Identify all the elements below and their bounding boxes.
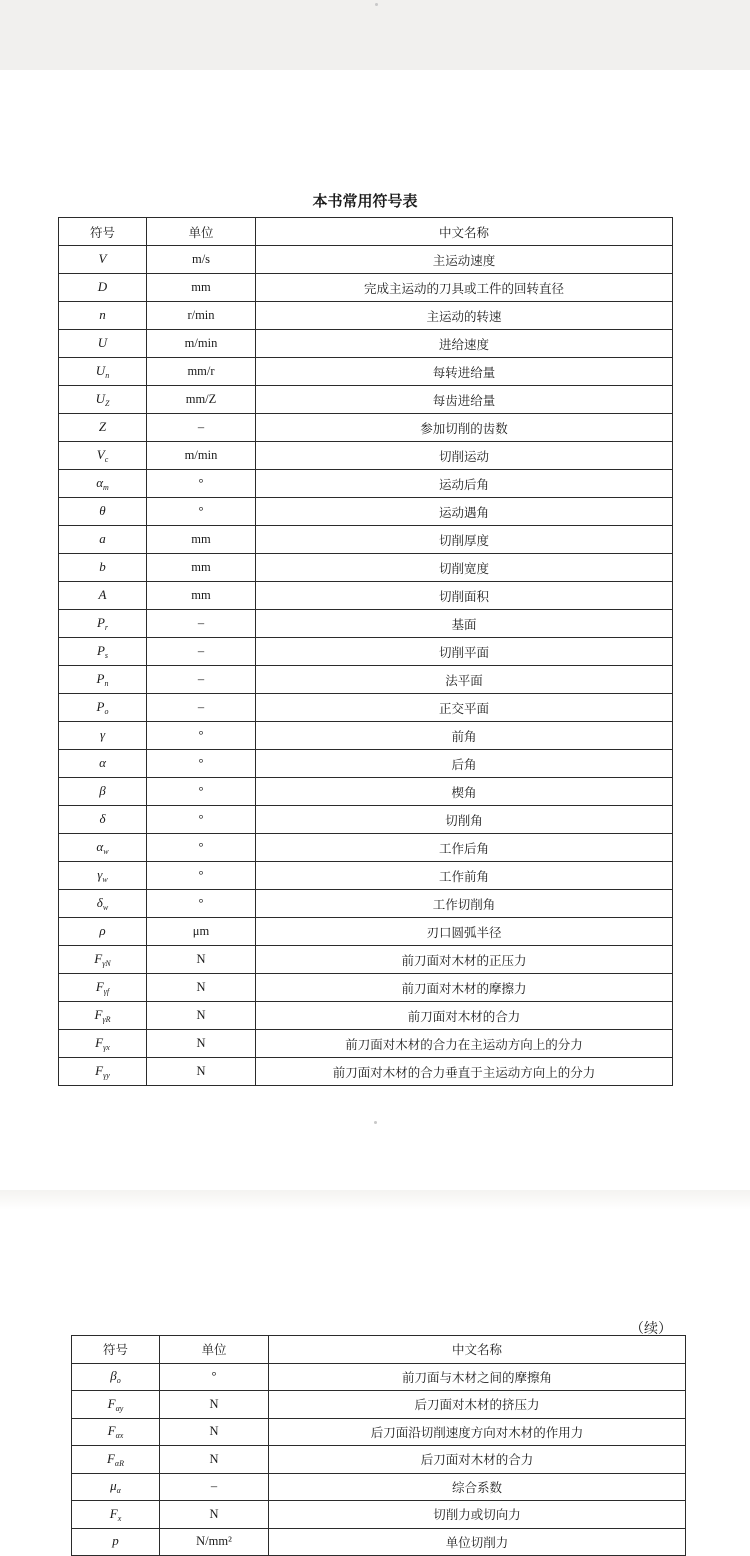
symbol-subscript: αy (115, 1403, 124, 1413)
header-unit: 单位 (147, 218, 256, 246)
table-row (72, 1528, 686, 1556)
table-row (59, 414, 673, 442)
unit-cell: N (147, 946, 256, 974)
symbol-cell (59, 1030, 147, 1058)
symbol-text: P (96, 671, 105, 686)
name-cell: 综合系数 (269, 1473, 686, 1501)
unit-cell: r/min (147, 302, 256, 330)
name-cell: 主运动的转速 (256, 302, 673, 330)
symbol-text: n (99, 307, 106, 322)
header-symbol: 符号 (72, 1336, 160, 1364)
table-row (59, 974, 673, 1002)
symbol-cell (59, 722, 147, 750)
symbol-subscript: Z (104, 399, 110, 408)
table-row (59, 750, 673, 778)
symbol-cell (59, 834, 147, 862)
symbol-subscript: w (103, 847, 109, 856)
symbol-text: F (109, 1505, 118, 1521)
symbol-cell (72, 1501, 160, 1529)
symbol-text: U (95, 363, 106, 378)
table-row (59, 778, 673, 806)
unit-cell: ° (147, 722, 256, 750)
name-cell: 后刀面对木材的挤压力 (269, 1391, 686, 1419)
symbol-subscript: x (117, 1513, 122, 1523)
symbol-text: γ (99, 727, 106, 742)
page-divider (0, 1190, 750, 1210)
unit-cell: mm (147, 582, 256, 610)
table-row (59, 806, 673, 834)
symbol-text: b (99, 559, 106, 574)
unit-cell: – (147, 610, 256, 638)
name-cell: 后刀面沿切削速度方向对木材的作用力 (269, 1418, 686, 1446)
table-row (59, 1058, 673, 1086)
symbol-cell (72, 1363, 160, 1391)
symbol-text: F (107, 1395, 116, 1411)
symbol-cell (59, 638, 147, 666)
table-row (72, 1391, 686, 1419)
symbol-text: α (96, 475, 104, 490)
symbol-cell (59, 386, 147, 414)
unit-cell: ° (147, 834, 256, 862)
name-cell: 工作前角 (256, 862, 673, 890)
continued-label: （续） (630, 1322, 672, 1337)
name-cell: 主运动速度 (256, 246, 673, 274)
symbol-text: P (96, 615, 105, 630)
unit-cell: ° (147, 890, 256, 918)
symbol-cell (59, 358, 147, 386)
symbol-subscript: γx (103, 1043, 110, 1052)
symbol-text: γ (97, 867, 103, 882)
unit-cell: – (147, 694, 256, 722)
symbol-cell (59, 610, 147, 638)
table-row (59, 666, 673, 694)
symbol-cell (59, 526, 147, 554)
symbol-text: F (106, 1450, 115, 1466)
name-cell: 前刀面对木材的合力在主运动方向上的分力 (256, 1030, 673, 1058)
unit-cell: mm (147, 526, 256, 554)
table-row (59, 330, 673, 358)
symbol-cell (72, 1418, 160, 1446)
unit-cell: ° (147, 498, 256, 526)
name-cell: 每齿进给量 (256, 386, 673, 414)
symbol-text: F (95, 1035, 104, 1050)
symbol-subscript: α (116, 1486, 121, 1496)
table-row (59, 722, 673, 750)
page-title: 本书常用符号表 (312, 192, 418, 210)
symbol-text: P (96, 699, 105, 714)
table-row (59, 498, 673, 526)
name-cell: 运动遇角 (256, 498, 673, 526)
unit-cell: N (147, 1002, 256, 1030)
unit-cell: m/min (147, 442, 256, 470)
symbol-cell (59, 414, 147, 442)
header-symbol: 符号 (59, 218, 147, 246)
name-cell: 运动后角 (256, 470, 673, 498)
name-cell: 正交平面 (256, 694, 673, 722)
table-row (59, 526, 673, 554)
name-cell: 进给速度 (256, 330, 673, 358)
table-row (59, 302, 673, 330)
symbol-text: p (112, 1533, 119, 1549)
name-cell: 切削平面 (256, 638, 673, 666)
name-cell: 切削厚度 (256, 526, 673, 554)
symbol-text: β (99, 783, 106, 798)
symbol-subscript: s (104, 651, 109, 660)
symbol-cell (59, 1002, 147, 1030)
name-cell: 前刀面对木材的合力垂直于主运动方向上的分力 (256, 1058, 673, 1086)
unit-cell: ° (147, 862, 256, 890)
symbol-subscript: γf (103, 987, 110, 996)
unit-cell: ° (160, 1363, 269, 1391)
symbol-text: V (98, 251, 107, 266)
symbol-text: F (94, 951, 103, 966)
symbol-cell (59, 750, 147, 778)
symbol-subscript: o (116, 1376, 121, 1386)
unit-cell: N (147, 974, 256, 1002)
unit-cell: N (160, 1391, 269, 1419)
symbol-cell (59, 246, 147, 274)
unit-cell: – (160, 1473, 269, 1501)
unit-cell: μm (147, 918, 256, 946)
name-cell: 每转进给量 (256, 358, 673, 386)
symbol-cell (59, 470, 147, 498)
name-cell: 参加切削的齿数 (256, 414, 673, 442)
table-row (59, 246, 673, 274)
table-row (59, 610, 673, 638)
symbol-text: P (96, 643, 105, 658)
symbol-cell (59, 554, 147, 582)
symbol-text: F (94, 1007, 103, 1022)
table-row (59, 1030, 673, 1058)
table-row (59, 582, 673, 610)
symbol-cell (59, 1058, 147, 1086)
unit-cell: N (147, 1058, 256, 1086)
symbol-text: δ (99, 811, 106, 826)
symbol-cell (59, 582, 147, 610)
name-cell: 法平面 (256, 666, 673, 694)
unit-cell: m/min (147, 330, 256, 358)
header-unit: 单位 (160, 1336, 269, 1364)
symbol-subscript: n (105, 371, 110, 380)
unit-cell: N/mm² (160, 1528, 269, 1556)
symbol-subscript: n (104, 679, 109, 688)
table-row (72, 1446, 686, 1474)
symbol-subscript: αR (114, 1458, 125, 1468)
name-cell: 单位切削力 (269, 1528, 686, 1556)
symbol-subscript: γN (102, 959, 111, 968)
name-cell: 切削角 (256, 806, 673, 834)
unit-cell: N (160, 1446, 269, 1474)
unit-cell: mm/r (147, 358, 256, 386)
symbol-subscript: r (104, 623, 109, 632)
symbol-text: β (110, 1368, 117, 1384)
symbol-cell (59, 862, 147, 890)
name-cell: 前刀面对木材的摩擦力 (256, 974, 673, 1002)
symbol-cell (59, 442, 147, 470)
symbol-cell (72, 1446, 160, 1474)
symbol-cell (59, 778, 147, 806)
symbol-cell (72, 1391, 160, 1419)
unit-cell: mm (147, 274, 256, 302)
table-row (59, 554, 673, 582)
unit-cell: m/s (147, 246, 256, 274)
table-row (72, 1473, 686, 1501)
unit-cell: – (147, 414, 256, 442)
unit-cell: – (147, 638, 256, 666)
symbol-text: Z (98, 419, 107, 434)
table-row (59, 890, 673, 918)
symbol-subscript: w (102, 875, 108, 884)
symbol-text: μ (110, 1478, 117, 1494)
symbol-cell (59, 946, 147, 974)
symbol-text: F (107, 1423, 116, 1439)
unit-cell: ° (147, 806, 256, 834)
table-row (59, 862, 673, 890)
symbol-text: δ (96, 895, 103, 910)
name-cell: 前刀面与木材之间的摩擦角 (269, 1363, 686, 1391)
symbol-text: α (99, 755, 106, 770)
scan-dot (375, 3, 378, 6)
unit-cell: ° (147, 750, 256, 778)
symbol-cell (59, 974, 147, 1002)
symbol-cell (59, 330, 147, 358)
scan-dot (374, 1121, 377, 1124)
unit-cell: mm/Z (147, 386, 256, 414)
symbol-subscript: αx (115, 1431, 124, 1441)
symbol-subscript: o (104, 707, 109, 716)
symbol-cell (59, 274, 147, 302)
symbol-text: U (95, 391, 105, 406)
table-row (59, 274, 673, 302)
table-row (59, 638, 673, 666)
symbol-text: ρ (99, 923, 106, 938)
symbol-text: F (95, 1063, 104, 1078)
symbol-text: θ (99, 503, 106, 518)
name-cell: 切削宽度 (256, 554, 673, 582)
page-top-strip (0, 0, 750, 70)
symbol-subscript: γR (102, 1015, 111, 1024)
symbol-cell (59, 806, 147, 834)
name-cell: 切削面积 (256, 582, 673, 610)
symbol-text: V (96, 447, 105, 462)
table-header-row (59, 218, 673, 246)
name-cell: 前刀面对木材的正压力 (256, 946, 673, 974)
symbol-text: D (97, 279, 108, 294)
name-cell: 工作切削角 (256, 890, 673, 918)
table-header-row (72, 1336, 686, 1364)
table-row (59, 470, 673, 498)
symbol-subscript: c (104, 455, 109, 464)
unit-cell: ° (147, 778, 256, 806)
symbol-cell (72, 1528, 160, 1556)
symbol-subscript: w (102, 903, 109, 912)
unit-cell: mm (147, 554, 256, 582)
name-cell: 后刀面对木材的合力 (269, 1446, 686, 1474)
symbol-subscript: γy (103, 1071, 110, 1080)
table-row (59, 386, 673, 414)
name-cell: 完成主运动的刀具或工件的回转直径 (256, 274, 673, 302)
symbol-subscript: m (103, 483, 109, 492)
symbol-cell (59, 890, 147, 918)
unit-cell: N (160, 1418, 269, 1446)
table-row (59, 1002, 673, 1030)
unit-cell: N (147, 1030, 256, 1058)
symbol-cell (59, 918, 147, 946)
name-cell: 前角 (256, 722, 673, 750)
table-row (59, 442, 673, 470)
table-row (59, 358, 673, 386)
symbol-text: A (98, 587, 107, 602)
table-row (72, 1501, 686, 1529)
symbol-text: U (97, 335, 108, 350)
symbol-cell (72, 1473, 160, 1501)
table-row (72, 1363, 686, 1391)
name-cell: 切削力或切向力 (269, 1501, 686, 1529)
name-cell: 前刀面对木材的合力 (256, 1002, 673, 1030)
symbol-cell (59, 666, 147, 694)
unit-cell: N (160, 1501, 269, 1529)
name-cell: 刃口圆弧半径 (256, 918, 673, 946)
table-row (59, 834, 673, 862)
table-row (59, 918, 673, 946)
unit-cell: – (147, 666, 256, 694)
name-cell: 工作后角 (256, 834, 673, 862)
symbol-text: α (96, 839, 104, 854)
symbol-cell (59, 694, 147, 722)
table-row (59, 946, 673, 974)
name-cell: 基面 (256, 610, 673, 638)
header-name: 中文名称 (269, 1336, 686, 1364)
symbol-cell (59, 498, 147, 526)
table-row (72, 1418, 686, 1446)
symbol-text: F (95, 979, 104, 994)
name-cell: 切削运动 (256, 442, 673, 470)
name-cell: 楔角 (256, 778, 673, 806)
name-cell: 后角 (256, 750, 673, 778)
unit-cell: ° (147, 470, 256, 498)
symbol-table-continued (71, 1335, 686, 1556)
header-name: 中文名称 (256, 218, 673, 246)
symbol-text: a (99, 531, 106, 546)
symbol-cell (59, 302, 147, 330)
table-row (59, 694, 673, 722)
symbol-table (58, 217, 673, 1086)
